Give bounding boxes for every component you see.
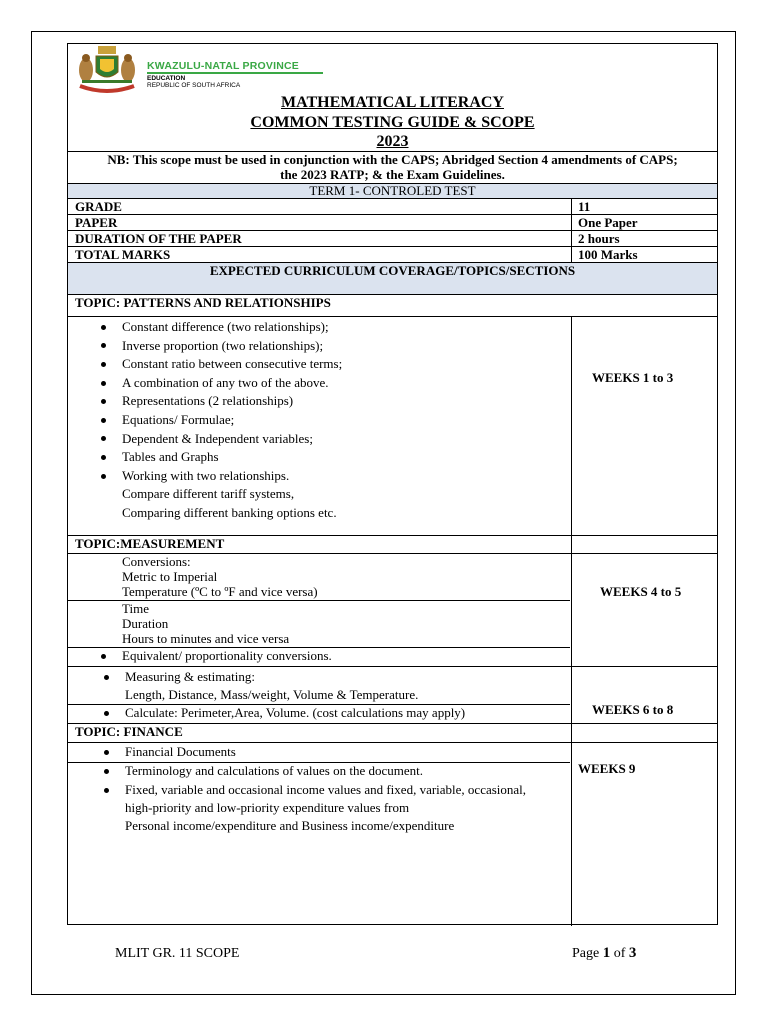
marks-value: 100 Marks: [578, 247, 638, 262]
page-of: of: [613, 946, 626, 961]
list-item: Compare different tariff systems,: [122, 486, 295, 502]
footer-left: MLIT GR. 11 SCOPE: [115, 946, 240, 961]
conversions-line: Conversions:: [122, 554, 191, 569]
metric-line: Metric to Imperial: [122, 569, 218, 584]
list-item: Inverse proportion (two relationships);: [122, 337, 324, 353]
bullet-icon: [101, 474, 106, 479]
duration-label: DURATION OF THE PAPER: [75, 231, 242, 246]
page-current: 1: [602, 945, 611, 961]
financial-docs-line: Financial Documents: [125, 744, 236, 759]
fixed-line-2: high-priority and low-priority expenditure values from: [125, 800, 410, 815]
bullet-icon: [101, 654, 106, 659]
duration-line: Duration: [122, 616, 169, 631]
bullet-icon: [101, 399, 106, 404]
list-item: Representations (2 relationships): [122, 393, 294, 409]
time-line: Time: [122, 601, 149, 616]
bullet-icon: [101, 455, 106, 460]
bullet-icon: [101, 343, 106, 348]
hours-line: Hours to minutes and vice versa: [122, 631, 290, 646]
coverage-heading: EXPECTED CURRICULUM COVERAGE/TOPICS/SECTIONS: [209, 263, 576, 278]
page-prefix: Page: [572, 946, 600, 961]
bullet-icon: [101, 362, 106, 367]
paper-label: PAPER: [75, 215, 118, 230]
title-guide: COMMON TESTING GUIDE & SCOPE: [250, 114, 535, 131]
fixed-line-3: Personal income/expenditure and Business income/expenditure: [125, 818, 455, 833]
title-subject: MATHEMATICAL LITERACY: [281, 94, 504, 111]
topic-patterns: TOPIC: PATTERNS AND RELATIONSHIPS: [75, 295, 331, 310]
weeks-finance: WEEKS 9: [578, 761, 636, 776]
bullet-icon: [104, 788, 109, 793]
bullet-icon: [101, 325, 106, 330]
nb-line-2: the 2023 RATP; & the Exam Guidelines.: [280, 167, 505, 182]
weeks-measurement-b: WEEKS 6 to 8: [592, 702, 674, 717]
weeks-patterns: WEEKS 1 to 3: [592, 370, 674, 385]
bullet-icon: [101, 436, 106, 441]
list-item: Working with two relationships.: [122, 467, 290, 483]
page-number: [572, 945, 636, 962]
bullet-icon: [101, 418, 106, 423]
topic-finance: TOPIC: FINANCE: [75, 724, 183, 739]
bullet-icon: [104, 675, 109, 680]
temperature-line: Temperature (ºC to ºF and vice versa): [122, 584, 318, 599]
list-item: Tables and Graphs: [122, 449, 219, 465]
scope-document: [67, 43, 718, 925]
dept-name: EDUCATION: [147, 75, 186, 82]
list-item: Constant difference (two relationships);: [122, 319, 329, 334]
logo-rule: [147, 72, 323, 74]
measuring-sub-line: Length, Distance, Mass/weight, Volume & Temperature.: [125, 687, 419, 702]
patterns-list: [122, 318, 342, 523]
title-year: 2023: [376, 133, 409, 150]
fixed-line-1: Fixed, variable and occasional income values and fixed, variable, occasional,: [125, 782, 527, 797]
list-item: Equations/ Formulae;: [122, 411, 235, 427]
grade-label: GRADE: [75, 199, 122, 214]
bullet-icon: [104, 769, 109, 774]
term-title: TERM 1- CONTROLED TEST: [309, 183, 476, 198]
list-item: Constant ratio between consecutive terms;: [122, 356, 343, 372]
equiv-line: Equivalent/ proportionality conversions.: [122, 648, 332, 663]
bullet-icon: [104, 711, 109, 716]
coat-of-arms-logo: [76, 46, 138, 96]
terminology-line: Terminology and calculations of values on the document.: [125, 763, 424, 778]
calculate-line: Calculate: Perimeter,Area, Volume. (cost calculations may apply): [125, 705, 466, 720]
duration-value: 2 hours: [578, 231, 620, 246]
bullet-icon: [101, 381, 106, 386]
marks-label: TOTAL MARKS: [75, 247, 171, 262]
province-name: KWAZULU-NATAL PROVINCE: [147, 60, 299, 72]
country-name: REPUBLIC OF SOUTH AFRICA: [147, 82, 241, 89]
weeks-measurement-a: WEEKS 4 to 5: [600, 584, 682, 599]
grade-value: 11: [578, 199, 591, 214]
paper-value: One Paper: [578, 215, 638, 230]
list-item: A combination of any two of the above.: [122, 374, 329, 390]
topic-measurement: TOPIC:MEASUREMENT: [75, 536, 225, 551]
nb-line-1: NB: This scope must be used in conjunction with the CAPS; Abridged Section 4 amendments of CAPS;: [107, 152, 678, 167]
bullet-icon: [104, 750, 109, 755]
measuring-line: Measuring & estimating:: [125, 669, 255, 684]
list-item: Comparing different banking options etc.: [122, 504, 337, 520]
list-item: Dependent & Independent variables;: [122, 430, 313, 446]
page-total: 3: [628, 945, 637, 961]
